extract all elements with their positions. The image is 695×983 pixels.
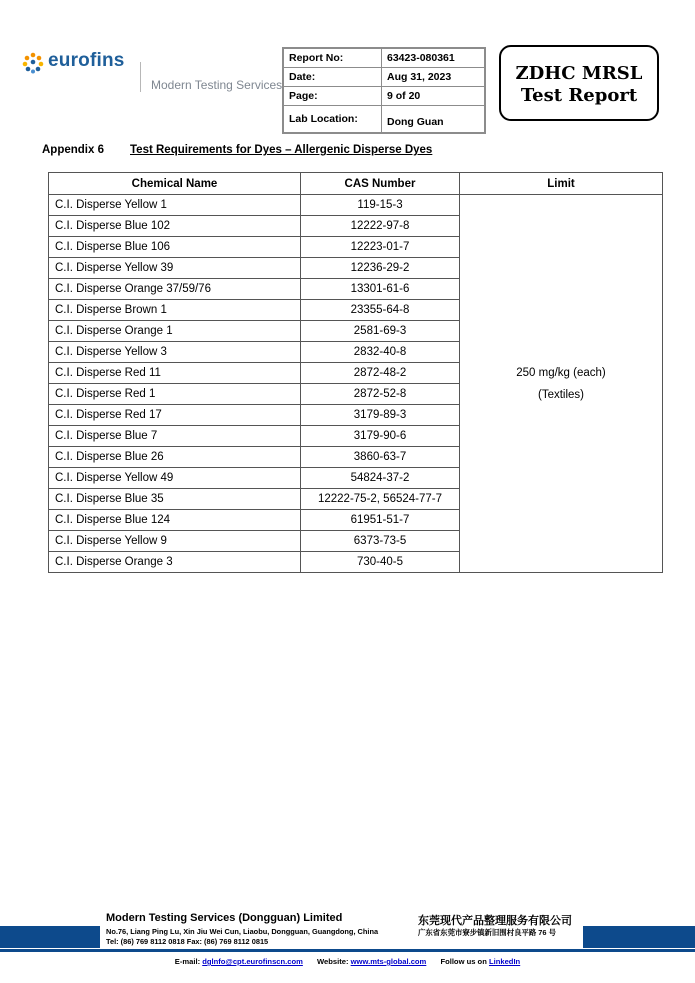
footer-band-right bbox=[583, 926, 695, 948]
cas-number-cell: 54824-37-2 bbox=[301, 468, 460, 489]
website-link[interactable]: www.mts-global.com bbox=[350, 957, 427, 966]
cas-number-cell: 61951-51-7 bbox=[301, 510, 460, 531]
footer-company-name-cn: 东莞现代产品整理服务有限公司 bbox=[418, 915, 572, 927]
column-header: CAS Number bbox=[301, 173, 460, 195]
badge-line-2: Test Report bbox=[520, 85, 638, 106]
info-row-date bbox=[283, 68, 485, 87]
cas-number-cell: 13301-61-6 bbox=[301, 279, 460, 300]
cas-number-cell: 12222-97-8 bbox=[301, 216, 460, 237]
chemical-name-cell: C.I. Disperse Yellow 9 bbox=[49, 531, 301, 552]
footer-company-name: Modern Testing Services (Dongguan) Limited bbox=[106, 912, 343, 924]
cas-number-cell: 12236-29-2 bbox=[301, 258, 460, 279]
chemical-name-cell: C.I. Disperse Blue 35 bbox=[49, 489, 301, 510]
table-body bbox=[49, 195, 663, 573]
cas-number-cell: 6373-73-5 bbox=[301, 531, 460, 552]
email-link[interactable]: dglnfo@cpt.eurofinscn.com bbox=[202, 957, 303, 966]
chemical-name-cell: C.I. Disperse Blue 102 bbox=[49, 216, 301, 237]
info-value: Dong Guan bbox=[382, 106, 486, 134]
limit-value: 250 mg/kg (each) bbox=[516, 366, 606, 379]
cas-number-cell: 2872-48-2 bbox=[301, 363, 460, 384]
info-row-page bbox=[283, 87, 485, 106]
zdhc-report-badge bbox=[499, 45, 659, 121]
report-info-table bbox=[282, 47, 486, 134]
email-label: E-mail: bbox=[174, 957, 201, 966]
section-heading bbox=[42, 144, 432, 156]
table-row bbox=[49, 195, 663, 216]
chemical-name-cell: C.I. Disperse Red 11 bbox=[49, 363, 301, 384]
footer-address: No.76, Liang Ping Lu, Xin Jiu Wei Cun, Liaobu, Dongguan, Guangdong, China bbox=[106, 927, 379, 936]
follow-label: Follow us on bbox=[440, 957, 487, 966]
cas-number-cell: 2872-52-8 bbox=[301, 384, 460, 405]
footer-phone-fax: Tel: (86) 769 8112 0818 Fax: (86) 769 8112 0815 bbox=[106, 937, 269, 946]
logo-wordmark: eurofins bbox=[48, 50, 125, 71]
cas-number-cell: 3860-63-7 bbox=[301, 447, 460, 468]
chemical-name-cell: C.I. Disperse Blue 26 bbox=[49, 447, 301, 468]
chemical-name-cell: C.I. Disperse Yellow 49 bbox=[49, 468, 301, 489]
appendix-number: Appendix 6 bbox=[42, 144, 104, 156]
cas-number-cell: 12222-75-2, 56524-77-7 bbox=[301, 489, 460, 510]
cas-number-cell: 12223-01-7 bbox=[301, 237, 460, 258]
chemical-name-cell: C.I. Disperse Yellow 3 bbox=[49, 342, 301, 363]
chemical-name-cell: C.I. Disperse Blue 106 bbox=[49, 237, 301, 258]
info-label: Date: bbox=[283, 68, 382, 87]
limit-cell bbox=[460, 195, 663, 573]
website-label: Website: bbox=[317, 957, 349, 966]
eurofins-logo bbox=[22, 50, 283, 100]
cas-number-cell: 23355-64-8 bbox=[301, 300, 460, 321]
cas-number-cell: 2581-69-3 bbox=[301, 321, 460, 342]
chemical-name-cell: C.I. Disperse Red 17 bbox=[49, 405, 301, 426]
info-row-report-no bbox=[283, 48, 485, 68]
logo-subtitle: Modern Testing Services bbox=[151, 78, 283, 92]
info-label: Lab Location: bbox=[283, 106, 382, 134]
footer-band-left bbox=[0, 926, 100, 948]
badge-line-1: ZDHC MRSL bbox=[515, 63, 643, 84]
info-label: Report No: bbox=[283, 48, 382, 68]
chemical-name-cell: C.I. Disperse Red 1 bbox=[49, 384, 301, 405]
page-footer bbox=[0, 912, 695, 983]
info-value: 9 of 20 bbox=[382, 87, 486, 106]
cas-number-cell: 3179-89-3 bbox=[301, 405, 460, 426]
limit-scope: (Textiles) bbox=[537, 388, 584, 401]
info-value: Aug 31, 2023 bbox=[382, 68, 486, 87]
logo-divider bbox=[140, 62, 141, 92]
chemical-name-cell: C.I. Disperse Orange 3 bbox=[49, 552, 301, 573]
footer-contact-line bbox=[0, 957, 695, 966]
cas-number-cell: 2832-40-8 bbox=[301, 342, 460, 363]
column-header: Limit bbox=[460, 173, 663, 195]
chemical-name-cell: C.I. Disperse Brown 1 bbox=[49, 300, 301, 321]
footer-address-cn: 广东省东莞市寮步镇新旧围村良平路 76 号 bbox=[418, 928, 556, 937]
chemical-name-cell: C.I. Disperse Yellow 39 bbox=[49, 258, 301, 279]
footer-rule bbox=[0, 949, 695, 952]
info-label: Page: bbox=[283, 87, 382, 106]
chemical-name-cell: C.I. Disperse Yellow 1 bbox=[49, 195, 301, 216]
cas-number-cell: 730-40-5 bbox=[301, 552, 460, 573]
column-header: Chemical Name bbox=[49, 173, 301, 195]
linkedin-link[interactable]: LinkedIn bbox=[488, 957, 521, 966]
allergenic-dyes-table bbox=[48, 172, 663, 573]
table-header-row bbox=[49, 173, 663, 195]
info-value: 63423-080361 bbox=[382, 48, 486, 68]
chemical-name-cell: C.I. Disperse Orange 37/59/76 bbox=[49, 279, 301, 300]
cas-number-cell: 119-15-3 bbox=[301, 195, 460, 216]
chemical-name-cell: C.I. Disperse Blue 7 bbox=[49, 426, 301, 447]
eurofins-dots-icon bbox=[22, 52, 44, 74]
chemical-name-cell: C.I. Disperse Orange 1 bbox=[49, 321, 301, 342]
appendix-title: Test Requirements for Dyes – Allergenic Disperse Dyes bbox=[130, 144, 433, 156]
cas-number-cell: 3179-90-6 bbox=[301, 426, 460, 447]
info-row-lab-location bbox=[283, 106, 485, 134]
chemical-name-cell: C.I. Disperse Blue 124 bbox=[49, 510, 301, 531]
